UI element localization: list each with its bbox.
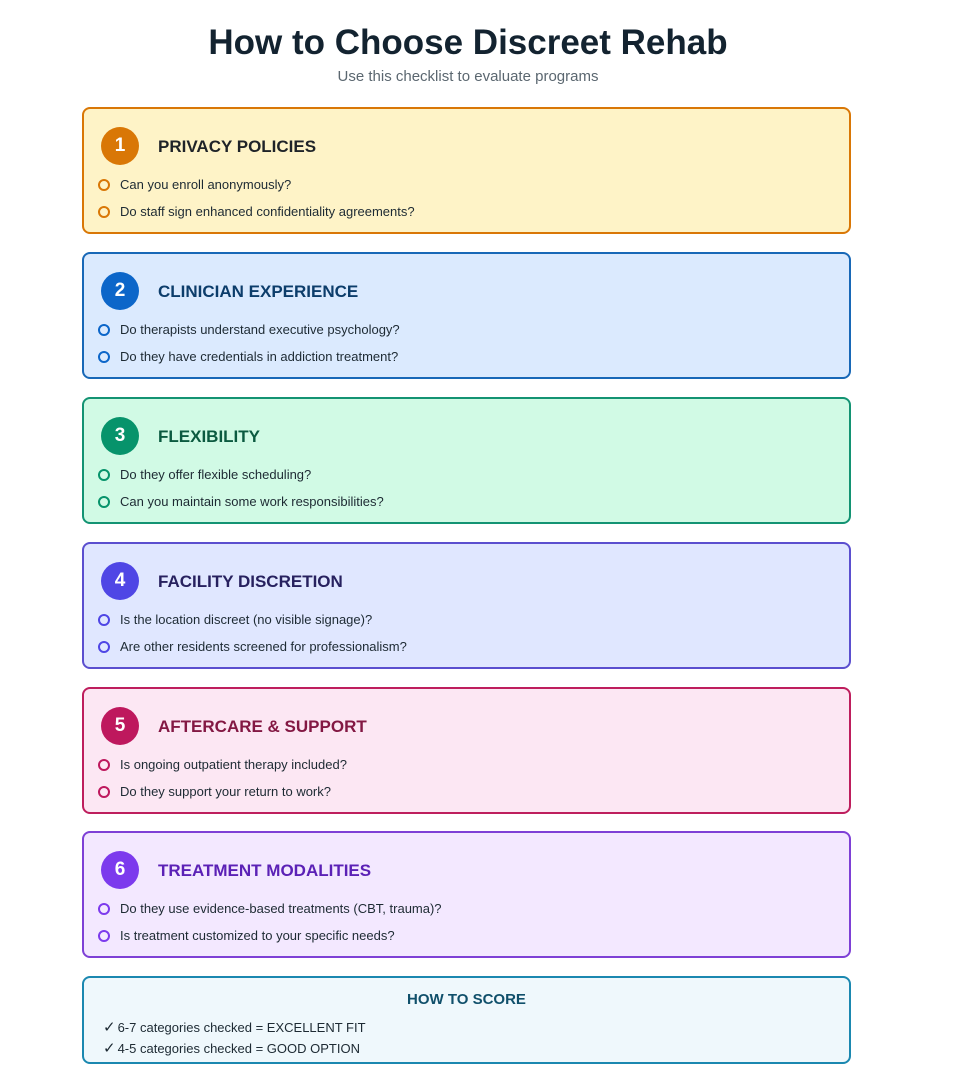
checklist-item[interactable] bbox=[98, 639, 407, 655]
checkbox-circle-icon[interactable] bbox=[98, 903, 110, 915]
checklist-item-text: Do they use evidence-based treatments (CBT, trauma)? bbox=[120, 901, 442, 916]
category-number-badge: 6 bbox=[101, 851, 139, 889]
page-subtitle: Use this checklist to evaluate programs bbox=[337, 68, 599, 85]
checkbox-circle-icon[interactable] bbox=[98, 786, 110, 798]
checklist-item[interactable] bbox=[98, 349, 398, 365]
checkmark-icon: ✓ bbox=[103, 1018, 116, 1036]
category-card-treatment-modalities bbox=[82, 831, 851, 958]
scoring-row-text: 6-7 categories checked = EXCELLENT FIT bbox=[117, 1020, 366, 1035]
checkbox-circle-icon[interactable] bbox=[98, 469, 110, 481]
checkbox-circle-icon[interactable] bbox=[98, 614, 110, 626]
checklist-item[interactable] bbox=[98, 494, 384, 510]
scoring-row bbox=[103, 1040, 360, 1057]
checkbox-circle-icon[interactable] bbox=[98, 351, 110, 363]
category-title: FLEXIBILITY bbox=[158, 427, 260, 446]
category-number-badge: 4 bbox=[101, 562, 139, 600]
category-card-flexibility bbox=[82, 397, 851, 524]
checklist-item[interactable] bbox=[98, 467, 311, 483]
checklist-item-text: Is treatment customized to your specific needs? bbox=[120, 928, 395, 943]
checklist-item-text: Can you enroll anonymously? bbox=[120, 177, 292, 192]
checkmark-icon: ✓ bbox=[103, 1039, 116, 1057]
checkbox-circle-icon[interactable] bbox=[98, 759, 110, 771]
checklist-item-text: Do staff sign enhanced confidentiality agreements? bbox=[120, 204, 415, 219]
checklist-item[interactable] bbox=[98, 757, 347, 773]
scoring-row-text: 4-5 categories checked = GOOD OPTION bbox=[117, 1041, 360, 1056]
category-card-clinician-experience bbox=[82, 252, 851, 379]
checkbox-circle-icon[interactable] bbox=[98, 930, 110, 942]
checkbox-circle-icon[interactable] bbox=[98, 179, 110, 191]
scoring-box bbox=[82, 976, 851, 1064]
page-title: How to Choose Discreet Rehab bbox=[208, 23, 728, 62]
checklist-item-text: Do they have credentials in addiction treatment? bbox=[120, 349, 399, 364]
checklist-item[interactable] bbox=[98, 612, 372, 628]
category-number-badge: 3 bbox=[101, 417, 139, 455]
scoring-title: HOW TO SCORE bbox=[407, 991, 526, 1008]
checkbox-circle-icon[interactable] bbox=[98, 206, 110, 218]
category-number-badge: 2 bbox=[101, 272, 139, 310]
checklist-item[interactable] bbox=[98, 177, 291, 193]
checklist-item[interactable] bbox=[98, 901, 442, 917]
checkbox-circle-icon[interactable] bbox=[98, 496, 110, 508]
checklist-item-text: Are other residents screened for professionalism? bbox=[120, 639, 407, 654]
checklist-item-text: Do therapists understand executive psychology? bbox=[120, 322, 400, 337]
checklist-item-text: Is the location discreet (no visible signage)? bbox=[120, 612, 373, 627]
category-card-facility-discretion bbox=[82, 542, 851, 669]
category-title: CLINICIAN EXPERIENCE bbox=[158, 282, 359, 301]
checklist-item[interactable] bbox=[98, 928, 395, 944]
checklist-item[interactable] bbox=[98, 322, 400, 338]
checklist-item[interactable] bbox=[98, 784, 331, 800]
scoring-row bbox=[103, 1019, 366, 1036]
category-title: AFTERCARE & SUPPORT bbox=[158, 717, 367, 736]
checklist-item-text: Can you maintain some work responsibilities? bbox=[120, 494, 384, 509]
category-title: FACILITY DISCRETION bbox=[158, 572, 343, 591]
category-number-badge: 5 bbox=[101, 707, 139, 745]
category-number-badge: 1 bbox=[101, 127, 139, 165]
checklist-item-text: Do they offer flexible scheduling? bbox=[120, 467, 312, 482]
checklist-item-text: Is ongoing outpatient therapy included? bbox=[120, 757, 347, 772]
checklist-item-text: Do they support your return to work? bbox=[120, 784, 331, 799]
checkbox-circle-icon[interactable] bbox=[98, 324, 110, 336]
checklist-item[interactable] bbox=[98, 204, 415, 220]
category-title: TREATMENT MODALITIES bbox=[158, 861, 372, 880]
category-title: PRIVACY POLICIES bbox=[158, 137, 317, 156]
checkbox-circle-icon[interactable] bbox=[98, 641, 110, 653]
category-card-privacy-policies bbox=[82, 107, 851, 234]
category-card-aftercare-support bbox=[82, 687, 851, 814]
